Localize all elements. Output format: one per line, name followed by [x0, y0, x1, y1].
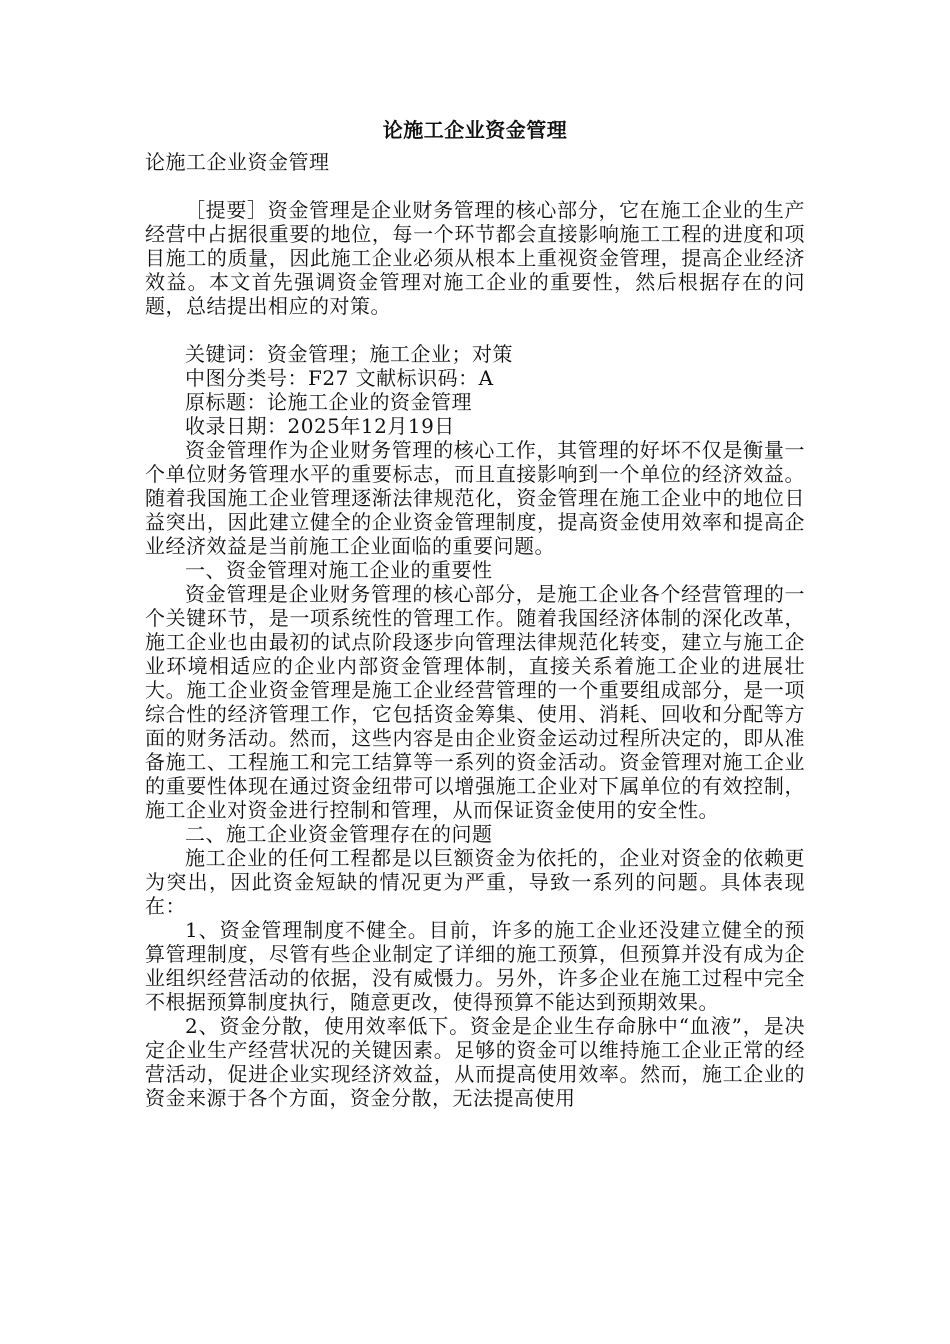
section1-paragraph: 资金管理是企业财务管理的核心部分，是施工企业各个经营管理的一个关键环节，是一项系统性的管理工作。随着我国经济体制的深化改革，施工企业也由最初的试点阶段逐步向管理法律规范化转变，建立与施工企业环境相适应的企业内部资金管理体制，直接关系着施工企业的进展壮大。施工企业资金管理是施工企业经营管理的一个重要组成部分，是一项综合性的经济管理工作，它包括资金筹集、使用、消耗、回收和分配等方面的财务活动。然而，这些内容是由企业资金运动过程所决定的，即从准备施工、工程施工和完工结算等一系列的资金活动。资金管理对施工企业的重要性体现在通过资金纽带可以增强施工企业对下属单位的有效控制，施工企业对资金进行控制和管理，从而保证资金使用的安全性。 [145, 582, 805, 822]
classification-line: 中图分类号：F27 文献标识码：A [185, 366, 494, 390]
list-item-1: 1、资金管理制度不健全。目前，许多的施工企业还没建立健全的预算管理制度，尽管有些企业制定了详细的施工预算，但预算并没有成为企业组织经营活动的依据，没有威慑力。另外，许多企业在施工过程中完全不根据预算制度执行，随意更改，使得预算不能达到预期效果。 [145, 918, 805, 1014]
section2-heading: 二、施工企业资金管理存在的问题 [185, 822, 493, 846]
received-date-line: 收录日期：2025年12月19日 [185, 414, 455, 438]
original-title-line: 原标题：论施工企业的资金管理 [185, 390, 472, 414]
document-title: 论施工企业资金管理 [382, 118, 568, 142]
section2-paragraph: 施工企业的任何工程都是以巨额资金为依托的，企业对资金的依赖更为突出，因此资金短缺的情况更为严重，导致一系列的问题。具体表现在： [145, 846, 805, 918]
abstract-paragraph: ［提要］资金管理是企业财务管理的核心部分，它在施工企业的生产经营中占据很重要的地位，每一个环节都会直接影响施工工程的进度和项目施工的质量，因此施工企业必须从根本上重视资金管理，提高企业经济效益。本文首先强调资金管理对施工企业的重要性，然后根据存在的问题，总结提出相应的对策。 [145, 198, 805, 318]
keywords-line: 关键词：资金管理；施工企业；对策 [185, 342, 513, 366]
intro-paragraph: 资金管理作为企业财务管理的核心工作，其管理的好坏不仅是衡量一个单位财务管理水平的重要标志，而且直接影响到一个单位的经济效益。随着我国施工企业管理逐渐法律规范化，资金管理在施工企业中的地位日益突出，因此建立健全的企业资金管理制度，提高资金使用效率和提高企业经济效益是当前施工企业面临的重要问题。 [145, 438, 805, 558]
section1-heading: 一、资金管理对施工企业的重要性 [185, 558, 493, 582]
document-page [145, 118, 805, 1110]
list-item-2: 2、资金分散，使用效率低下。资金是企业生存命脉中“血液”，是决定企业生产经营状况的关键因素。足够的资金可以维持施工企业正常的经营活动，促进企业实现经济效益，从而提高使用效率。然而，施工企业的资金来源于各个方面，资金分散，无法提高使用 [145, 1014, 805, 1110]
document-subtitle: 论施工企业资金管理 [145, 150, 330, 174]
